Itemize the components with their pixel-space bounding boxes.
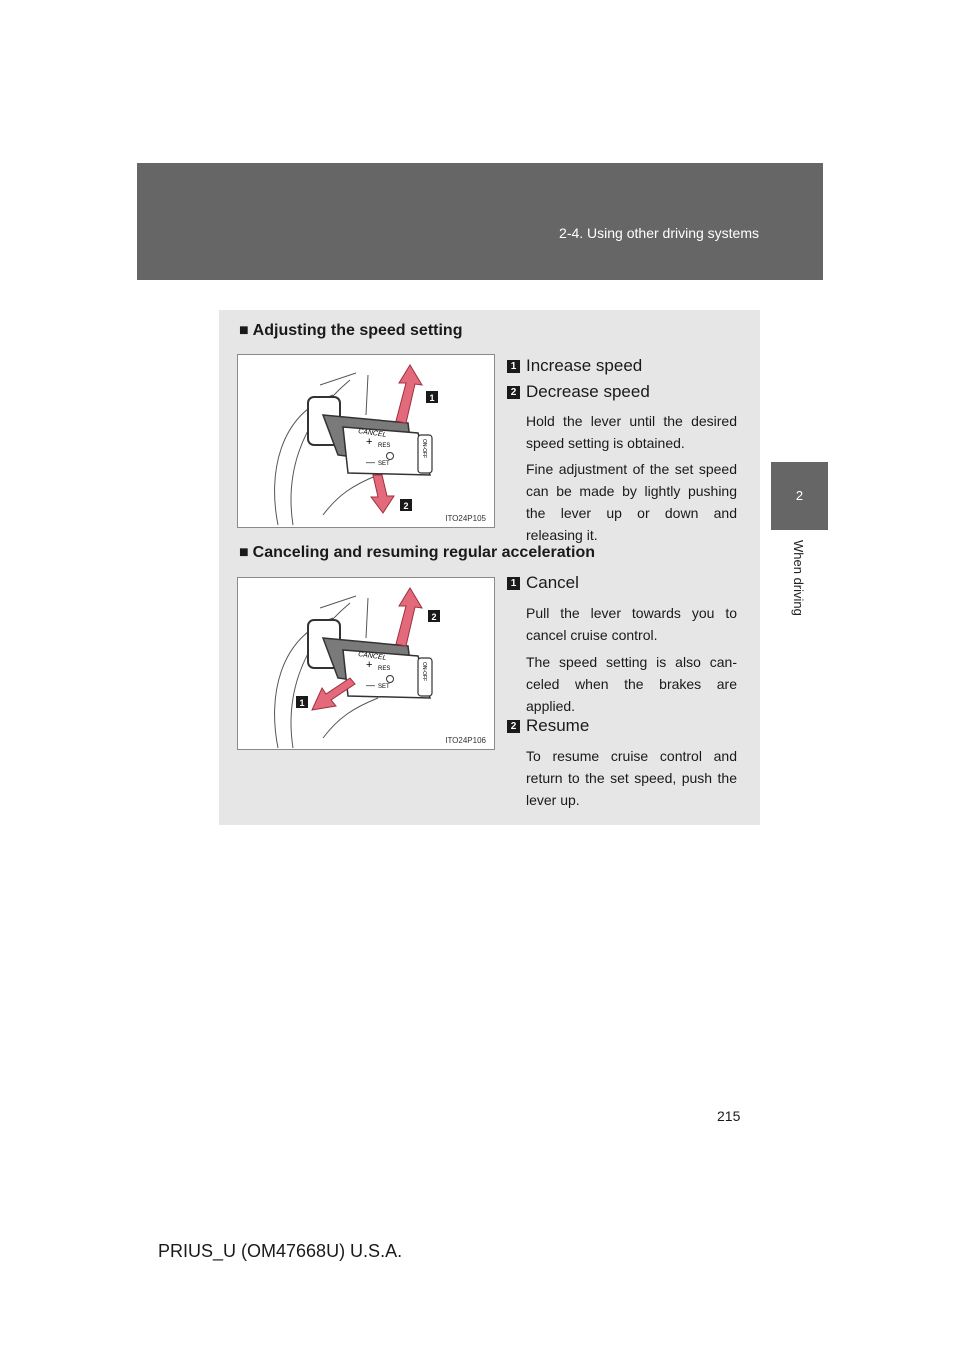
lever-plus-label: + <box>366 436 373 448</box>
content-box <box>219 310 760 825</box>
section-heading-adjusting: ■ Adjusting the speed setting <box>239 322 463 339</box>
lever-minus-label: — <box>366 680 375 690</box>
figure-adjust-speed <box>237 354 495 528</box>
square-bullet-icon: ■ <box>239 322 249 339</box>
lever-onoff-label: ON-OFF <box>421 439 427 459</box>
item-resume: 2 Resume <box>507 716 589 736</box>
paragraph: Fine adjustment of the set speed can be made by lightly pushing the lever up or down and releasing it. <box>526 461 737 543</box>
figure-cancel-resume <box>237 577 495 750</box>
item-increase-speed: 1 Increase speed <box>507 356 642 376</box>
paragraph: Hold the lever until the desired speed setting is obtained. <box>526 413 737 451</box>
figure-code: ITO24P105 <box>445 514 486 523</box>
square-bullet-icon: ■ <box>239 544 249 561</box>
item-cancel: 1 Cancel <box>507 573 579 593</box>
figure-code: ITO24P106 <box>445 736 486 745</box>
svg-text:2: 2 <box>431 612 437 622</box>
lever-plus-label: + <box>366 659 373 671</box>
number-badge: 2 <box>507 386 520 399</box>
lever-set-label: SET <box>378 461 390 467</box>
svg-text:2: 2 <box>403 501 409 511</box>
lever-cancel-label: CANCEL <box>357 651 387 662</box>
lever-onoff-label: ON-OFF <box>421 662 427 682</box>
lever-minus-label: — <box>366 457 375 467</box>
chapter-number: 2 <box>795 488 804 503</box>
lever-res-label: RES <box>378 666 391 672</box>
chapter-label-wrap <box>770 540 828 660</box>
section-title: 2-4. Using other driving systems <box>559 225 759 241</box>
manual-model: PRIUS_U (OM47668U) U.S.A. <box>158 1241 403 1261</box>
svg-text:1: 1 <box>429 393 435 403</box>
paragraph: Pull the lever towards you to cancel cruise control. <box>526 605 737 643</box>
chapter-label: When driving <box>791 540 806 616</box>
lever-illustration <box>238 355 494 527</box>
lever-cancel-label: CANCEL <box>357 428 387 439</box>
number-badge: 1 <box>507 577 520 590</box>
lever-illustration <box>238 578 494 749</box>
number-badge: 1 <box>507 360 520 373</box>
paragraph: The speed setting is also can-celed when the brakes are applied. <box>526 654 737 714</box>
item-decrease-speed: 2 Decrease speed <box>507 382 650 402</box>
svg-text:1: 1 <box>299 698 305 708</box>
number-badge: 2 <box>507 720 520 733</box>
lever-set-label: SET <box>378 684 390 690</box>
chapter-tab <box>771 462 828 530</box>
page-number: 215 <box>717 1108 741 1124</box>
arrow-up-icon <box>396 365 422 423</box>
arrow-down-icon <box>371 475 394 513</box>
arrow-up-icon <box>396 588 422 646</box>
lever-res-label: RES <box>378 443 391 449</box>
section-heading-canceling: ■ Canceling and resuming regular acceleration <box>239 544 595 561</box>
chapter-header <box>137 163 823 280</box>
paragraph: To resume cruise control and return to the set speed, push the lever up. <box>526 748 737 808</box>
